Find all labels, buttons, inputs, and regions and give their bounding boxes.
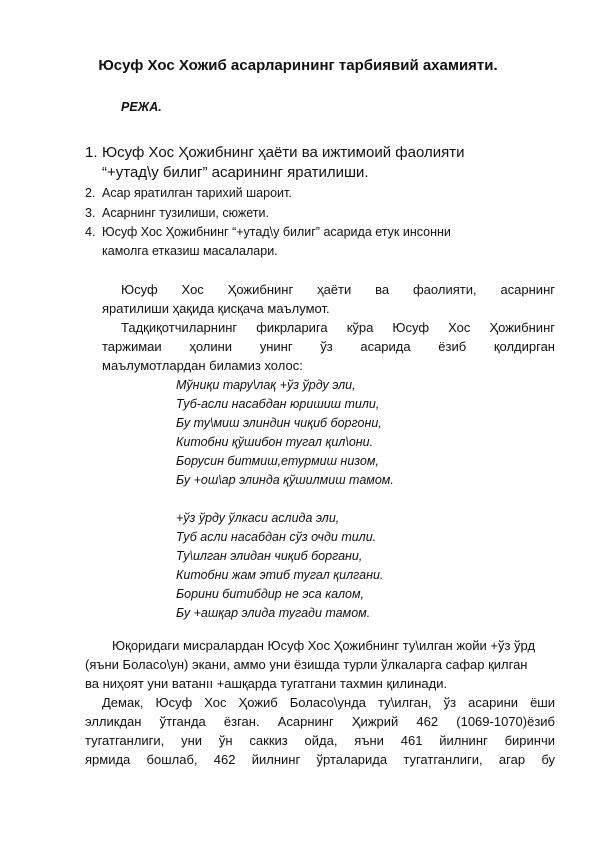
plan-item-text: Асарнинг тузилиши, сюжети. [102,206,269,220]
final-paragraph-line: тугатганлиги, уни ўн саккиз ойда, яъни 461 йилнинг биринчи [85,733,555,748]
intro-paragraph-line: Юсуф Хос Ҳожибнинг ҳаёти ва фаолияти, асарнинг [121,282,555,297]
plan-item-number: 2. [85,186,96,200]
research-paragraph-line: маълумотлардан биламиз холос: [102,358,303,373]
poem-line: Борини битибдир не эса калом, [176,587,364,601]
plan-item-text: Юсуф Хос Ҳожибнинг ҳаёти ва ижтимоий фаолияти [102,144,465,161]
research-paragraph-line: Тадқиқотчиларнинг фикрларига кўра Юсуф Хос Ҳожибнинг [121,320,555,335]
poem-line: Китобни жам этиб тугал қилгани. [176,568,384,582]
research-paragraph-line: таржимаи ҳолини унинг ўз асарида ёзиб қолдирган [102,339,555,354]
plan-item-number: 3. [85,206,96,220]
plan-heading: РЕЖА. [121,100,162,114]
final-paragraph-line: ярмида бошлаб, 462 йилнинг ўрталарида тугатганлиги, агар бу [85,752,555,767]
poem-line: Мўниқи тару\лақ +ўз ўрду эли, [176,378,356,392]
conclusion-paragraph-line: (яъни Боласо\ун) экани, аммо уни ёзишда турли ўлкаларга сафар қилган [85,657,528,672]
poem-line: Туб-асли насабдан юришиш тили, [176,397,380,411]
poem-line: Китобни қўшибон тугал қил\они. [176,435,374,449]
plan-item-text: “+утад\у билиг” асарининг яратилиши. [102,164,369,181]
conclusion-paragraph-line: Юқоридаги мисралардан Юсуф Хос Ҳожибнинг ту\илган жойи +ўз ўрд [112,638,536,653]
poem-stanza-2 [176,509,383,623]
conclusion-paragraph-line: ва ниҳоят уни ватанıı +ашқарда тугатгани тахмин қилинади. [85,676,448,691]
plan-item-text: Асар яратилган тарихий шароит. [102,186,292,200]
document-title: Юсуф Хос Хожиб асарларининг тарбиявий ахамияти. [98,57,498,74]
poem-line: Борусин битмиш,етурмиш низом, [176,454,379,468]
intro-paragraph-line: яратилиши ҳақида қисқача маълумот. [102,301,330,316]
poem-line: +ўз ўрду ўлкаси аслида эли, [176,511,340,525]
final-paragraph-line: элликдан ўтганда ёзган. Асарнинг Ҳижрий 462 (1069-1070)ёзиб [85,714,555,729]
poem-line: Бу +ош\ар элинда қўшилмиш тамом. [176,473,394,487]
final-paragraph-line: Демак, Юсуф Хос Ҳожиб Боласо\унда ту\илган, ўз асарини ёши [102,695,555,710]
plan-item-number: 1. [85,144,98,161]
poem-line: Бу +ашқар элида тугади тамом. [176,606,371,620]
poem-line: Ту\илган элидан чиқиб боргани, [176,549,363,563]
poem-line: Бу ту\миш элиндин чиқиб боргони, [176,416,382,430]
plan-item-text: Юсуф Хос Ҳожибнинг “+утад\у билиг” асарида етук инсонни [102,225,451,239]
plan-item-number: 4. [85,225,96,239]
poem-stanza-1 [176,376,394,490]
poem-line: Туб асли насабдан сўз очди тили. [176,530,377,544]
plan-item-text: камолга етказиш масалалари. [102,244,278,258]
